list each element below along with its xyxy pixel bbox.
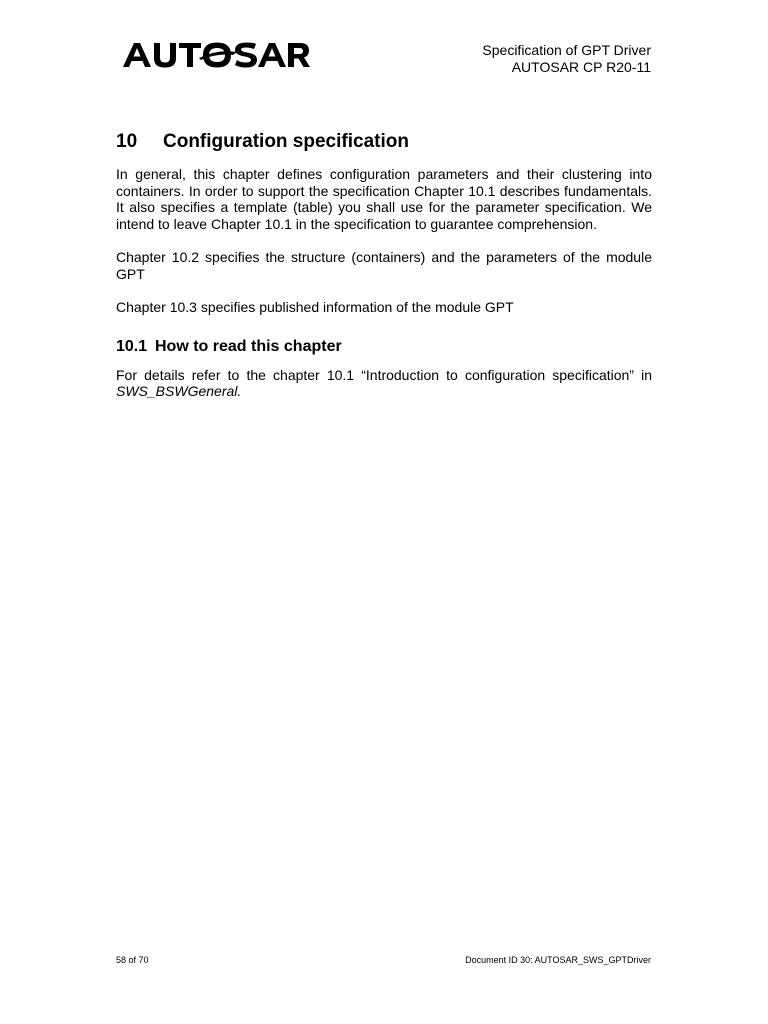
page-content [116, 130, 652, 417]
paragraph-chapter-10-2: Chapter 10.2 specifies the structure (containers) and the parameters of the module GPT [116, 249, 652, 282]
paragraph-chapter-10-3: Chapter 10.3 specifies published information of the module GPT [116, 299, 514, 315]
section-number: 10 [116, 131, 138, 152]
page-number: 58 of 70 [116, 955, 149, 965]
subsection-heading [116, 337, 652, 357]
details-text: For details refer to the chapter 10.1 “Introduction to configuration specification” in [116, 366, 652, 383]
section-title: Configuration specification [163, 131, 409, 152]
autosar-logo [121, 40, 311, 70]
sws-reference: SWS_BSWGeneral [116, 383, 238, 399]
document-title: Specification of GPT Driver [482, 42, 651, 58]
paragraph-details [116, 367, 652, 400]
subsection-title: How to read this chapter [155, 337, 342, 355]
section-heading [116, 130, 652, 154]
document-id: Document ID 30: AUTOSAR_SWS_GPTDriver [465, 955, 651, 965]
subsection-number: 10.1 [116, 337, 148, 355]
page-header [482, 42, 651, 76]
paragraph-intro: In general, this chapter defines configuration parameters and their clustering into containers. In order to support the specification Chapter 10.1 describes fundamentals. It also specifies a template (table) you shall use for the parameter specification. We intend to leave Chapter 10.1 in the specification to guarantee comprehension. [116, 166, 652, 232]
details-period: . [237, 383, 242, 399]
release-version: AUTOSAR CP R20-11 [511, 59, 651, 75]
